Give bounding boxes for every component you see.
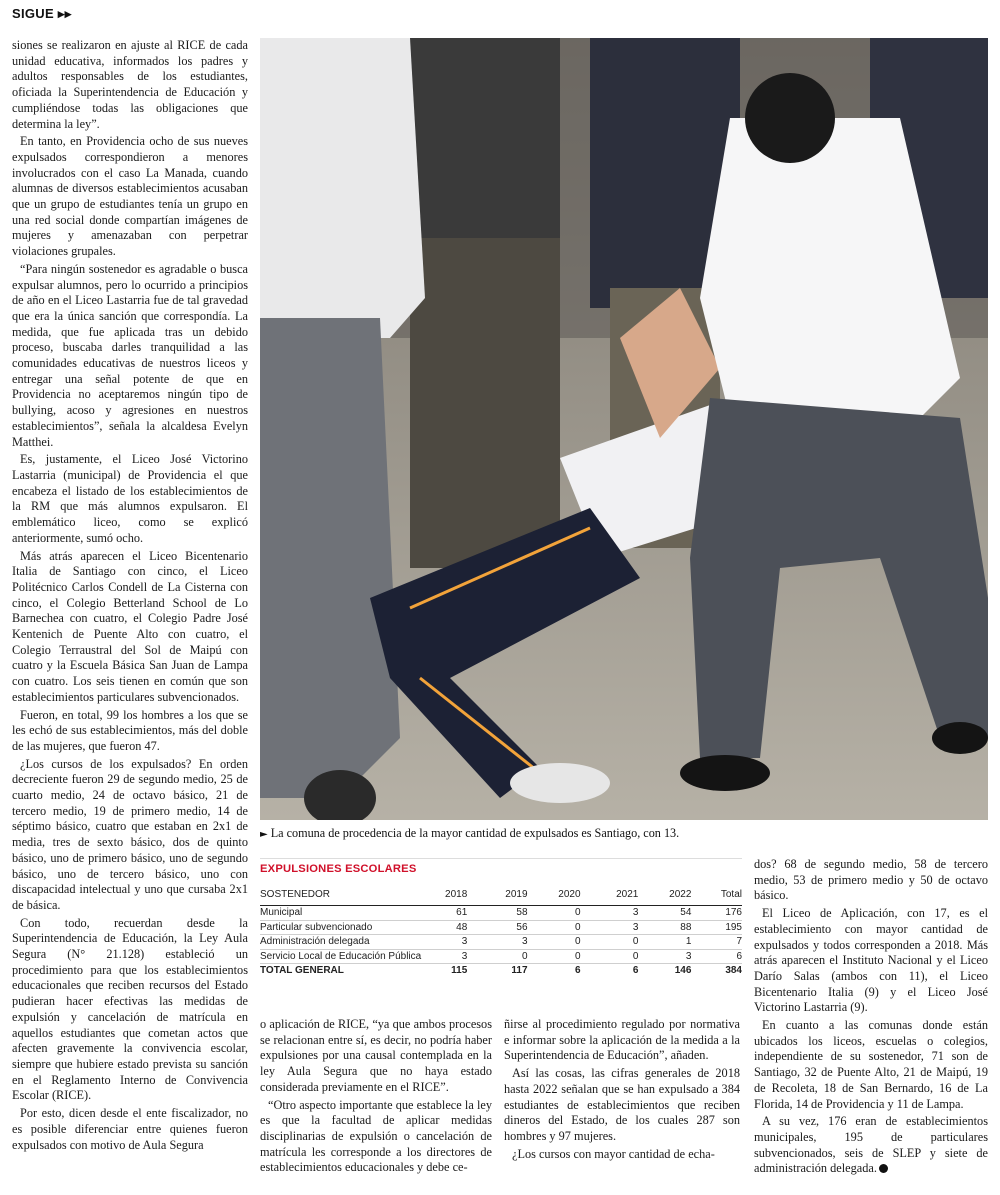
- article-column-3: [504, 1017, 740, 1164]
- table-cell: Particular subvencionado: [260, 920, 426, 935]
- table-cell: 3: [426, 935, 467, 950]
- paragraph: ¿Los cursos de los expulsados? En orden decreciente fueron 29 de segundo medio, 25 de cuarto medio, 24 de octavo básico, 21 de tercero medio, 19 de primero medio, 14 de séptimo básico, cuatro que estaban en 2x1 de media, tres de sexto básico, dos de quinto básico, uno de primero básico, uno de segundo básico, uno de tercero básico, uno con discapacidad intelectual y uno que cursaba 2x1 de básica.: [12, 756, 248, 912]
- column-header: 2020: [528, 889, 581, 906]
- table-cell: 1: [638, 935, 691, 950]
- paragraph: El Liceo de Aplicación, con 17, es el establecimiento con mayor cantidad de expulsados y todos corresponden a 2018. Más atrás aparecen el Instituto Nacional y el Liceo Darío Salas (ambos con 11), el Liceo Bicentenario Italia (9) y el Liceo José Victorino Lastarria (9).: [754, 906, 988, 1015]
- table-cell: 146: [674, 965, 692, 977]
- paragraph: Más atrás aparecen el Liceo Bicentenario Italia de Santiago con cinco, el Liceo Politécnico Carlos Condell de La Cisterna con cinco, el Colegio Betterland School de Lo Barnechea con cuatro, el Colegio Padre José Kentenich de Puente Alto con cuatro, el Colegio Terraustral del Sol de Maipú con cuatro y la Escuela Básica San Juan de Lampa con cuatro. Los seis tienen en común que son establecimientos particulares subvencionados.: [12, 548, 248, 704]
- table-cell: 3: [581, 920, 639, 935]
- table-cell: 3: [638, 949, 691, 964]
- table-cell: 0: [581, 935, 639, 950]
- table-cell: 0: [528, 906, 581, 921]
- column-header: Total: [691, 889, 742, 906]
- expulsions-table: [260, 889, 742, 978]
- table-cell: 176: [691, 906, 742, 921]
- paragraph: Con todo, recuerdan desde la Superintendencia de Educación, la Ley Aula Segura (N° 21.128) estableció un procedimiento para que los establecimientos educacionales que reciben recursos del Estado pudieran hacer efectivas las medidas de expulsión y cancelación de matrícula en aquellos estudiantes que cometan actos que afecten gravemente la convivencia escolar, siempre que hubiere estado prevista su sanción en el Reglamento Interno de Convivencia Escolar (RICE).: [12, 915, 248, 1103]
- table-title: EXPULSIONES ESCOLARES: [260, 863, 417, 875]
- caption-marker: ►: [260, 829, 268, 840]
- table-cell: 115: [451, 965, 468, 977]
- table-row: [260, 906, 742, 921]
- table-cell: 117: [511, 965, 528, 977]
- paragraph: “Otro aspecto importante que establece la ley es que la facultad de aplicar medidas disciplinarias de expulsión o cancelación de matrícula les corresponde a los directores de establecimientos educacionales y debe ce-: [260, 1097, 492, 1175]
- paragraph: Es, justamente, el Liceo José Victorino Lastarria (municipal) de Providencia el que encabeza el listado de los establecimientos de la RM que más alumnos expulsaron. El emblemático liceo, como se explicó anteriormente, sumó ocho.: [12, 452, 248, 545]
- news-photo: [260, 38, 988, 820]
- article-column-4: [754, 857, 988, 1179]
- paragraph: ñirse al procedimiento regulado por normativa e informar sobre la aplicación de la medida a la Superintendencia de Educación”, añaden.: [504, 1017, 740, 1063]
- table-header-row: [260, 889, 742, 906]
- end-mark-icon: [879, 1164, 888, 1173]
- table-cell: 88: [638, 920, 691, 935]
- article-column-1: [12, 38, 248, 1155]
- table-cell: 48: [426, 920, 467, 935]
- paragraph: ¿Los cursos con mayor cantidad de echa-: [512, 1146, 715, 1161]
- table-cell: 6: [574, 965, 581, 977]
- table-cell: 0: [467, 949, 527, 964]
- table-row: [260, 949, 742, 964]
- table-cell: 7: [691, 935, 742, 950]
- table-cell: 0: [528, 935, 581, 950]
- table-cell: 3: [426, 949, 467, 964]
- table-cell: 0: [528, 920, 581, 935]
- table-cell: 54: [638, 906, 691, 921]
- table-row: [260, 920, 742, 935]
- table-cell: TOTAL GENERAL: [260, 965, 344, 977]
- table-cell: 0: [528, 949, 581, 964]
- table-total-row: [260, 964, 742, 978]
- expulsions-table-box: [260, 858, 742, 978]
- column-header: 2021: [581, 889, 639, 906]
- table-cell: 56: [467, 920, 527, 935]
- paragraph: Por esto, dicen desde el ente fiscalizador, no es posible diferenciar entre quienes fueron expulsados con motivo de Aula Segura: [12, 1106, 248, 1152]
- article-column-2: [260, 1017, 492, 1178]
- paragraph: Fueron, en total, 99 los hombres a los que se les echó de sus establecimientos, más del doble de las mujeres, que fueron 47.: [12, 707, 248, 753]
- paragraph: En tanto, en Providencia ocho de sus nueves expulsados correspondieron a menores involucrados con el caso La Manada, cuando alumnas de diversos establecimientos acusaban que un grupo de estudiantes tenía un grupo en una red social donde compartían imágenes de mujeres y amenazaban con perpetrar violaciones grupales.: [12, 134, 248, 259]
- column-header: 2019: [467, 889, 527, 906]
- table-cell: Servicio Local de Educación Pública: [260, 949, 426, 964]
- paragraph-text: A su vez, 176 eran de establecimientos municipales, 195 de particulares subvencionados, seis de SLEP y siete de administración delegada.: [754, 1114, 988, 1176]
- photo-caption: [260, 826, 988, 842]
- caption-text: La comuna de procedencia de la mayor cantidad de expulsados es Santiago, con 13.: [270, 826, 680, 840]
- table-cell: Municipal: [260, 906, 426, 921]
- table-cell: 3: [581, 906, 639, 921]
- paragraph: “Para ningún sostenedor es agradable o busca expulsar alumnos, pero lo ocurrido a principios de año en el Liceo Lastarria fue de tal gravedad que era la única sanción que correspondía. La medida, que fue aplicada tras un debido proceso, buscaba darles tranquilidad a las comunidades educativas de nuestros liceos y entregar una señal potente de que en Providencia no aceptaremos ningún tipo de bullying, acoso y agresiones en nuestros establecimientos”, señala la alcaldesa Evelyn Matthei.: [12, 261, 248, 449]
- students-fight-illustration: [260, 38, 988, 820]
- paragraph: Así las cosas, las cifras generales de 2018 hasta 2022 señalan que se han expulsado a 384 estudiantes de establecimientos que reciben dineros del Estado, de los cuales 287 son hombres y 97 mujeres.: [504, 1066, 740, 1143]
- table-cell: 3: [467, 935, 527, 950]
- table-row: [260, 935, 742, 950]
- paragraph: siones se realizaron en ajuste al RICE de cada unidad educativa, informados los padres y adultos responsables de los estudiantes, oficiada la Superintendencia de Educación y cumpliéndose todas las obligaciones que determina la ley”.: [12, 38, 248, 131]
- table-cell: 384: [725, 965, 742, 977]
- column-header: SOSTENEDOR: [260, 889, 426, 906]
- continue-marker: SIGUE ▸▸: [12, 6, 72, 21]
- table-cell: 61: [426, 906, 467, 921]
- table-cell: 195: [691, 920, 742, 935]
- paragraph: o aplicación de RICE, “ya que ambos procesos se relacionan entre sí, es decir, no podría haber expulsiones por una causal contemplada en la ley Aula Segura que no haya estado considerada previamente en el RICE”.: [260, 1017, 492, 1094]
- table-cell: 0: [581, 949, 639, 964]
- table-cell: 58: [467, 906, 527, 921]
- table-cell: 6: [632, 965, 639, 977]
- column-header: 2022: [638, 889, 691, 906]
- paragraph: dos? 68 de segundo medio, 58 de tercero medio, 53 de primero medio y 50 de octavo básico.: [754, 857, 988, 903]
- table-cell: Administración delegada: [260, 935, 426, 950]
- column-header: 2018: [426, 889, 467, 906]
- paragraph: [754, 1114, 988, 1177]
- paragraph: En cuanto a las comunas donde están ubicados los liceos, escuelas o colegios, independiente de su sostenedor, 71 son de Santiago, 32 de Puente Alto, 21 de Maipú, 19 de Recoleta, 18 de San Bernardo, 16 de La Florida, 14 de Providencia y 11 de Lampa.: [754, 1018, 988, 1111]
- table-cell: 6: [691, 949, 742, 964]
